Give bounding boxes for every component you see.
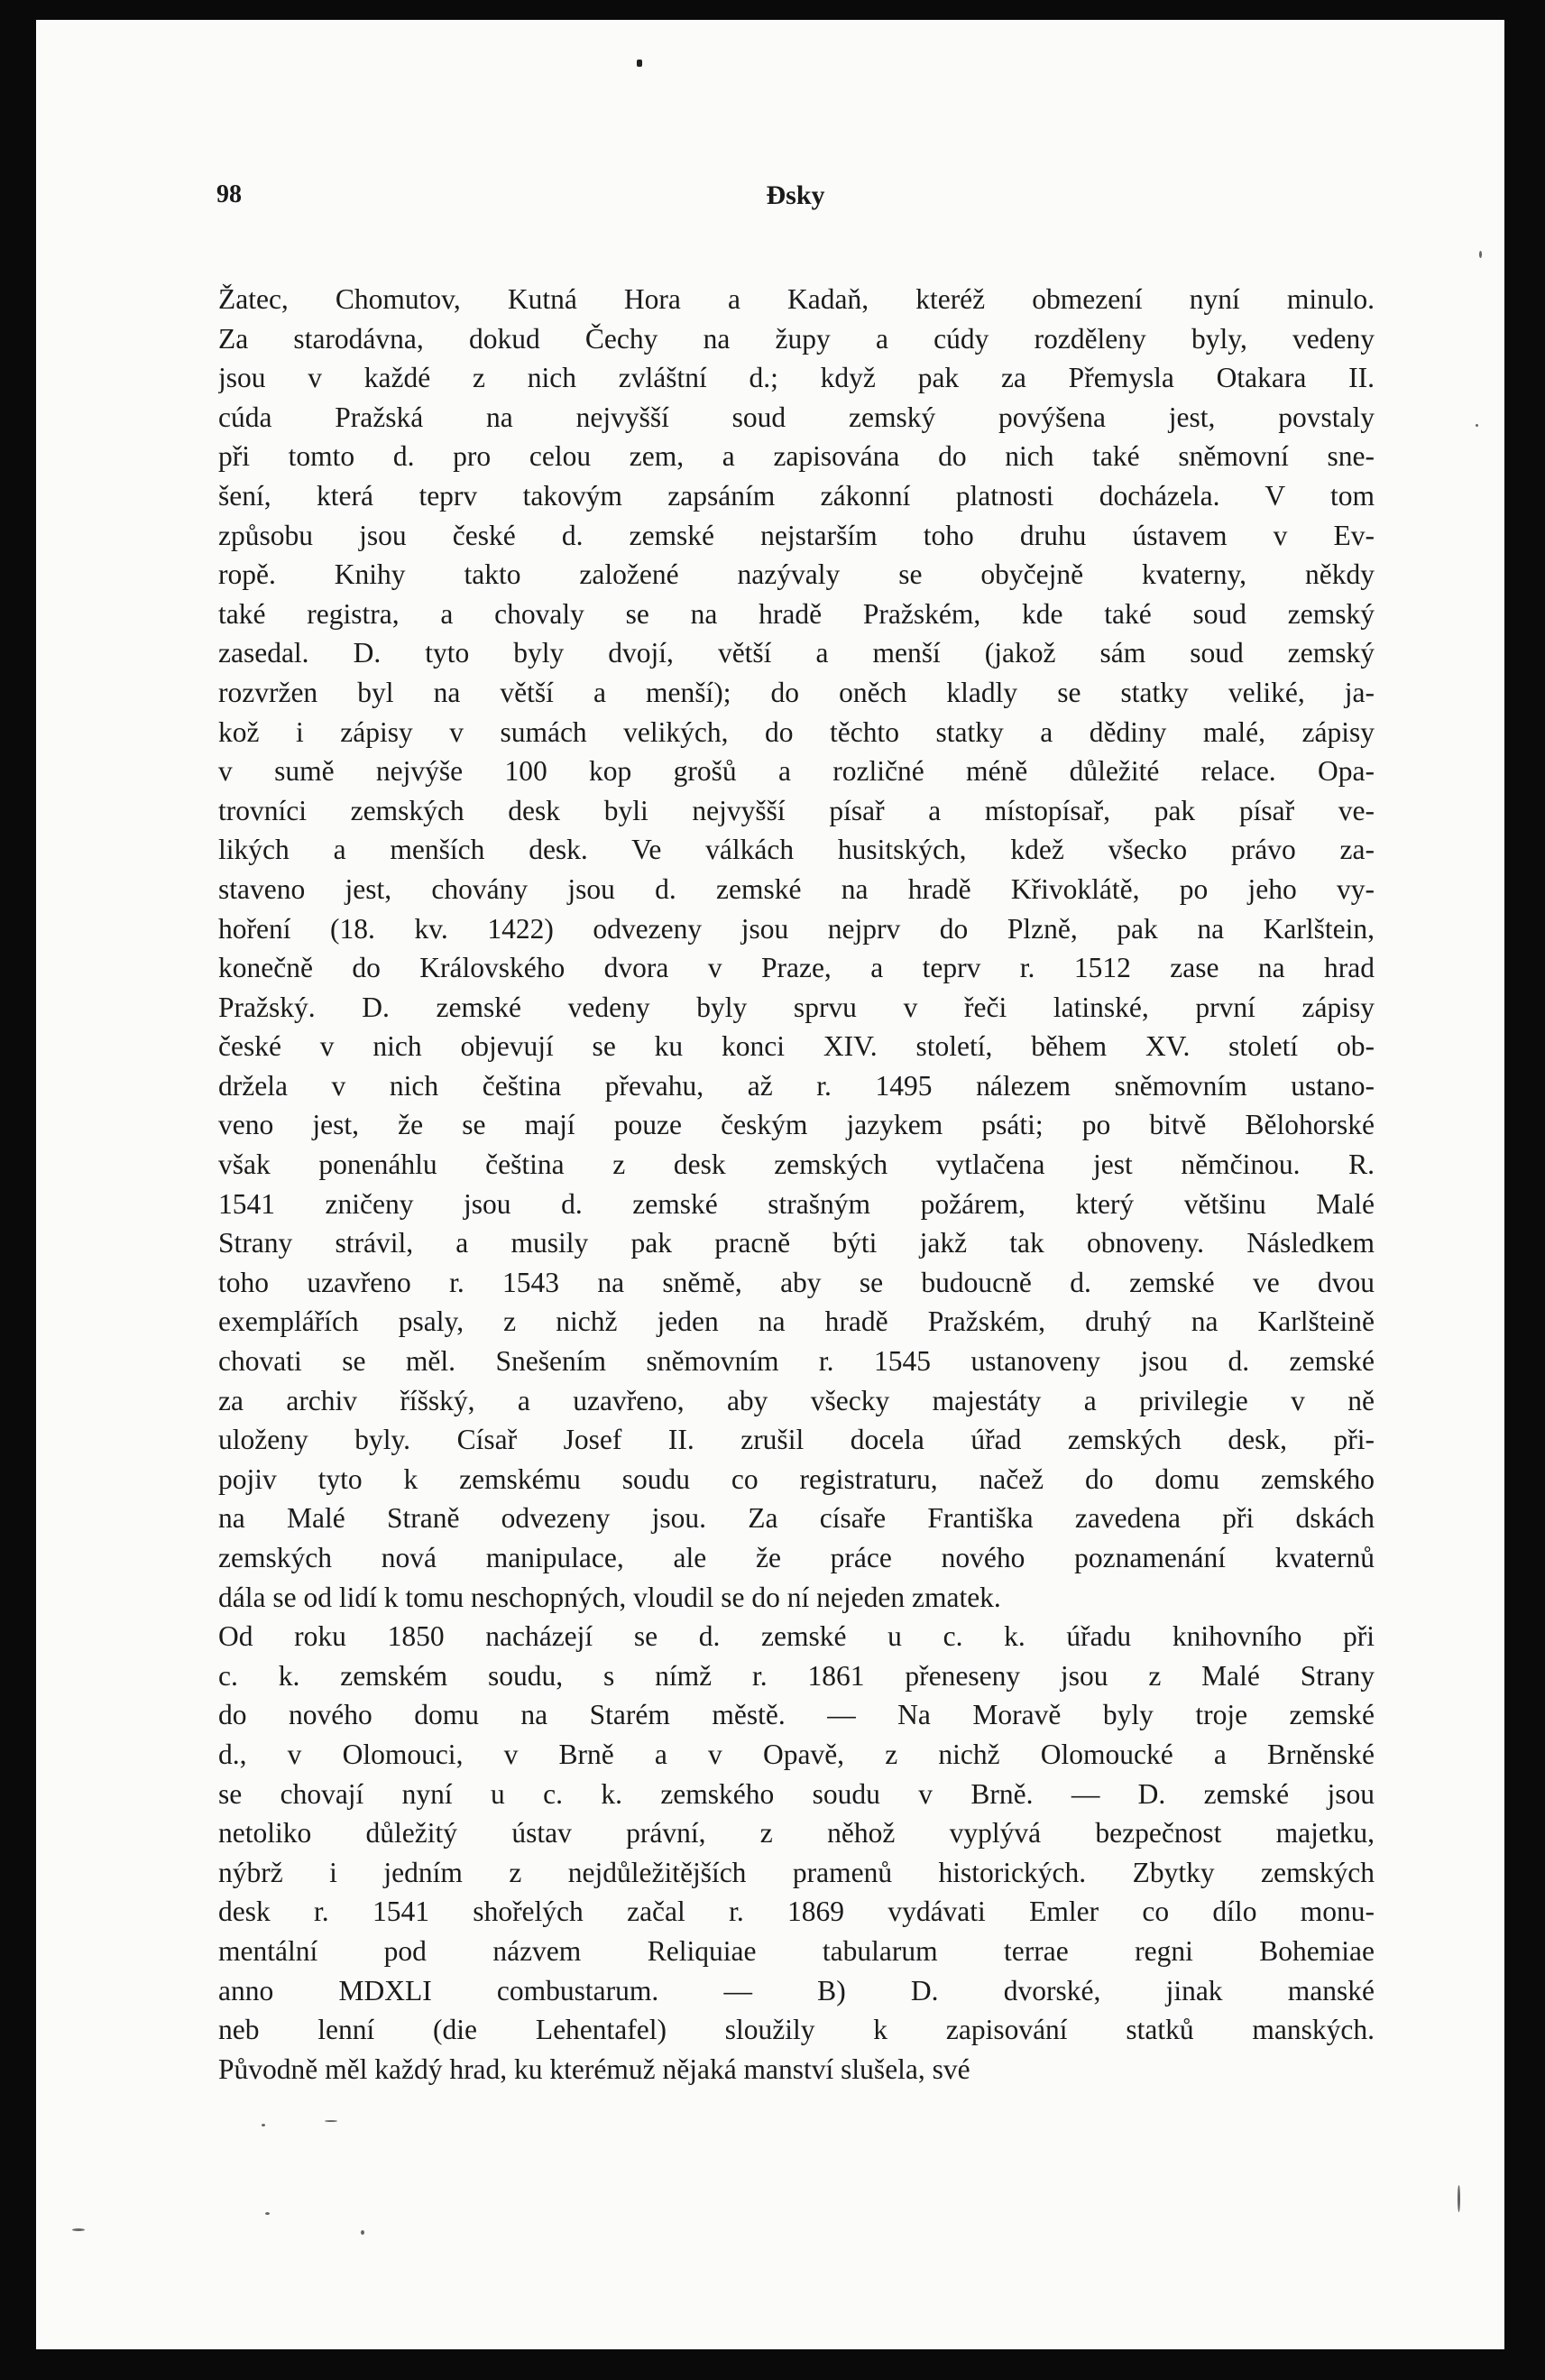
text-line: desk r. 1541 shořelých začal r. 1869 vydávati Emler co dílo monu- bbox=[218, 1896, 1375, 1928]
text-line: zemských nová manipulace, ale že práce nového poznamenání kvaternů bbox=[218, 1542, 1375, 1573]
text-line: šení, která teprv takovým zapsáním zákonní platnosti docházela. V tom bbox=[218, 479, 1375, 512]
text-line: dála se od lidí k tomu neschopných, vloudil se do ní nejeden zmatek. bbox=[218, 1581, 1001, 1613]
text-line: ropě. Knihy takto založené nazývaly se obyčejně kvaterny, někdy bbox=[218, 558, 1375, 591]
text-line: neb lenní (die Lehentafel) sloužily k zapisování statků manských. bbox=[218, 2014, 1375, 2046]
text-line: uloženy byly. Císař Josef II. zrušil docela úřad zemských desk, při- bbox=[218, 1424, 1375, 1456]
text-line: pojiv tyto k zemskému soudu co registraturu, načež do domu zemského bbox=[218, 1462, 1375, 1495]
speck bbox=[325, 2120, 337, 2122]
page-number: 98 bbox=[216, 180, 242, 208]
text-line: držela v nich čeština převahu, až r. 1495 nálezem sněmovním ustano- bbox=[218, 1069, 1375, 1102]
page-header bbox=[216, 180, 1375, 217]
body-text bbox=[218, 280, 1375, 2089]
text-line: hoření (18. kv. 1422) odvezeny jsou nejprv do Plzně, pak na Karlštein, bbox=[218, 912, 1375, 945]
text-line: 1541 zničeny jsou d. zemské strašným požárem, který většinu Malé bbox=[218, 1187, 1375, 1220]
text-line: likých a menších desk. Ve válkách husitských, kdež všecko právo za- bbox=[218, 834, 1375, 866]
speck bbox=[72, 2228, 85, 2231]
text-line: veno jest, že se mají pouze českým jazykem psáti; po bitvě Bělohorské bbox=[218, 1109, 1375, 1141]
text-line: kož i zápisy v sumách velikých, do těchto statky a dědiny malé, zápisy bbox=[218, 715, 1375, 748]
text-line: nýbrž i jedním z nejdůležitějších pramenů historických. Zbytky zemských bbox=[218, 1856, 1375, 1888]
text-line: cúda Pražská na nejvyšší soud zemský povýšena jest, povstaly bbox=[218, 401, 1375, 433]
text-line: konečně do Královského dvora v Praze, a teprv r. 1512 zase na hrad bbox=[218, 952, 1375, 984]
text-line: Žatec, Chomutov, Kutná Hora a Kadaň, kteréž obmezení nyní minulo. bbox=[218, 283, 1375, 315]
text-line: Původně měl každý hrad, ku kterémuž nějaká manství slušela, své bbox=[218, 2053, 970, 2085]
text-line: na Malé Straně odvezeny jsou. Za císaře Františka zavedena při dskách bbox=[218, 1502, 1375, 1535]
text-line: rozvržen byl na větší a menší); do oněch kladly se statky veliké, ja- bbox=[218, 676, 1375, 708]
text-line: však ponenáhlu čeština z desk zemských vytlačena jest němčinou. R. bbox=[218, 1148, 1375, 1181]
text-line: způsobu jsou české d. zemské nejstarším toho druhu ústavem v Ev- bbox=[218, 519, 1375, 551]
text-line: do nového domu na Starém městě. — Na Moravě byly troje zemské bbox=[218, 1699, 1375, 1731]
text-line: anno MDXLI combustarum. — B) D. dvorské, jinak manské bbox=[218, 1974, 1375, 2006]
text-line: d., v Olomouci, v Brně a v Opavě, z nichž Olomoucké a Brněnské bbox=[218, 1738, 1375, 1770]
text-line: chovati se měl. Snešením sněmovním r. 1545 ustanoveny jsou d. zemské bbox=[218, 1345, 1375, 1378]
text-line: zasedal. D. tyto byly dvojí, větší a menší (jakož sám soud zemský bbox=[218, 637, 1375, 669]
speck bbox=[1476, 424, 1478, 427]
text-line: exemplářích psaly, z nichž jeden na hradě Pražském, druhý na Karlšteině bbox=[218, 1305, 1375, 1338]
book-page bbox=[36, 20, 1504, 2349]
text-line: Strany strávil, a musily pak pracně býti jakž tak obnoveny. Následkem bbox=[218, 1227, 1375, 1259]
speck bbox=[361, 2230, 364, 2235]
text-line: při tomto d. pro celou zem, a zapisována do nich také sněmovní sne- bbox=[218, 440, 1375, 473]
running-title: Ðsky bbox=[766, 180, 825, 210]
text-line: staveno jest, chovány jsou d. zemské na hradě Křivoklátě, po jeho vy- bbox=[218, 872, 1375, 905]
text-line: české v nich objevují se ku konci XIV. století, během XV. století ob- bbox=[218, 1030, 1375, 1063]
text-line: Pražský. D. zemské vedeny byly sprvu v řeči latinské, první zápisy bbox=[218, 991, 1375, 1023]
ink-dot bbox=[637, 60, 642, 67]
text-line: c. k. zemském soudu, s nímž r. 1861 přeneseny jsou z Malé Strany bbox=[218, 1659, 1375, 1692]
text-line: Od roku 1850 nacházejí se d. zemské u c. k. úřadu knihovního při bbox=[218, 1620, 1375, 1653]
text-line: v sumě nejvýše 100 kop grošů a rozličné méně důležité relace. Opa- bbox=[218, 755, 1375, 788]
speck bbox=[262, 2124, 265, 2126]
text-line: jsou v každé z nich zvláštní d.; když pak za Přemysla Otakara II. bbox=[218, 362, 1375, 394]
text-line: se chovají nyní u c. k. zemského soudu v Brně. — D. zemské jsou bbox=[218, 1777, 1375, 1810]
text-line: mentální pod názvem Reliquiae tabularum terrae regni Bohemiae bbox=[218, 1934, 1375, 1967]
text-line: trovníci zemských desk byli nejvyšší písař a místopísař, pak písař ve- bbox=[218, 794, 1375, 826]
text-line: Za starodávna, dokud Čechy na župy a cúdy rozděleny byly, vedeny bbox=[218, 322, 1375, 355]
speck bbox=[1458, 2185, 1460, 2212]
text-line: netoliko důležitý ústav právní, z něhož vyplývá bezpečnost majetku, bbox=[218, 1817, 1375, 1850]
text-line: za archiv říšský, a uzavřeno, aby všecky majestáty a privilegie v ně bbox=[218, 1384, 1375, 1416]
text-line: toho uzavřeno r. 1543 na sněmě, aby se budoucně d. zemské ve dvou bbox=[218, 1266, 1375, 1298]
speck bbox=[1479, 251, 1482, 258]
text-line: také registra, a chovaly se na hradě Pražském, kde také soud zemský bbox=[218, 597, 1375, 630]
speck bbox=[265, 2212, 270, 2215]
